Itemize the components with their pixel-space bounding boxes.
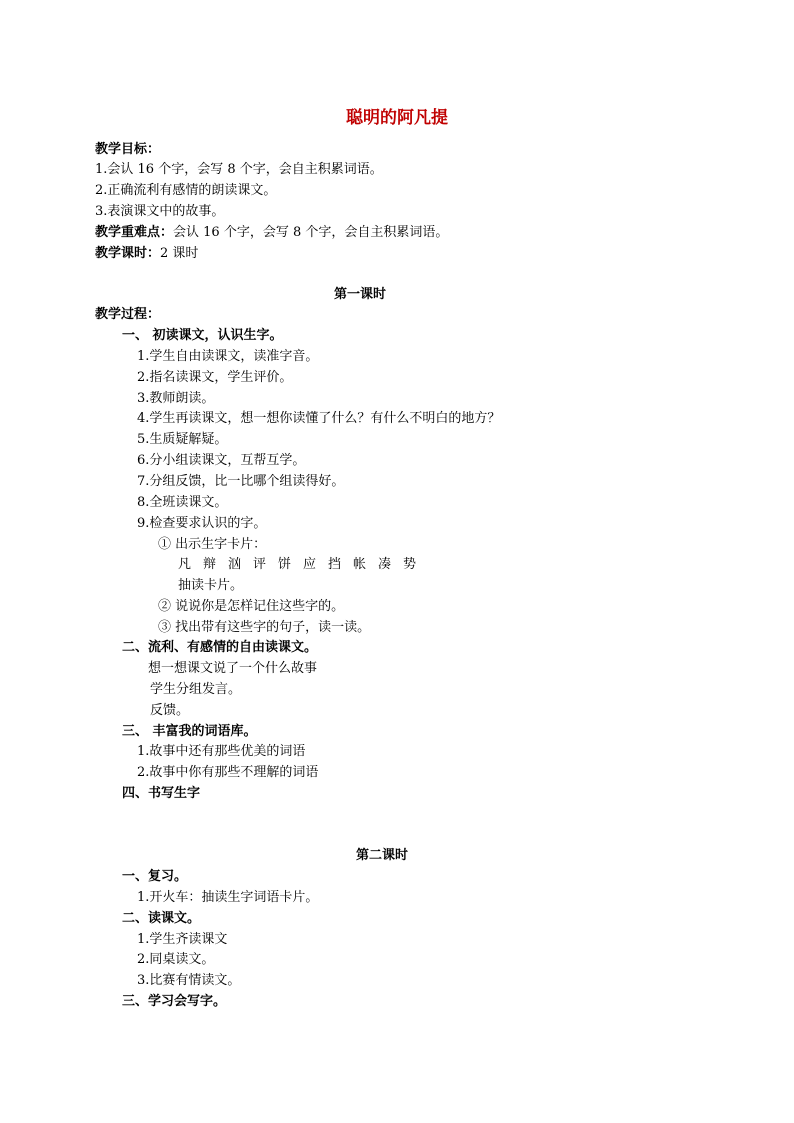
part-heading: 二、读课文。	[122, 911, 201, 926]
key-points-label: 教学重难点：	[95, 225, 174, 240]
document-title: 聪明的阿凡提	[346, 108, 448, 128]
objectives-label-text: 教学目标：	[95, 142, 161, 157]
character-card: 凡	[178, 557, 192, 572]
sub-item: ③ 找出带有这些字的句子，读一读。	[158, 620, 371, 635]
character-card: 帐	[353, 557, 367, 572]
teaching-hours-text: 2 课时	[160, 246, 199, 261]
step-item: 6.分小组读课文，互帮互学。	[137, 453, 306, 468]
step-item: 9.检查要求认识的字。	[137, 516, 267, 531]
character-card: 应	[303, 557, 317, 572]
sub-item: ① 出示生字卡片：	[158, 537, 267, 552]
sub-item: 抽读卡片。	[178, 578, 244, 593]
step-item: 5.生质疑解疑。	[137, 432, 228, 447]
process-label: 教学过程：	[95, 307, 161, 322]
teaching-hours	[95, 244, 198, 264]
part-heading: 三、学习会写字。	[122, 994, 227, 1009]
part-heading: 三、 丰富我的词语库。	[122, 724, 257, 739]
part-line: 反馈。	[150, 703, 190, 718]
step-item: 4.学生再读课文，想一想你读懂了什么？有什么不明白的地方？	[137, 411, 501, 426]
key-points-text: 会认 16 个字，会写 8 个字，会自主积累词语。	[173, 225, 449, 240]
lesson2-heading: 第二课时	[355, 848, 408, 863]
part-heading: 一、 初读课文，认识生字。	[122, 328, 283, 343]
step-item: 2.指名读课文，学生评价。	[137, 370, 293, 385]
objective-item: 3.表演课文中的故事。	[95, 204, 225, 219]
step-item: 1.学生自由读课文，读准字音。	[137, 349, 319, 364]
character-cards	[178, 555, 428, 575]
part-line: 学生分组发言。	[150, 682, 242, 697]
step-item: 3.比赛有情读文。	[137, 973, 241, 988]
step-item: 1.学生齐读课文	[137, 932, 228, 947]
teaching-hours-label: 教学课时：	[95, 246, 161, 261]
step-item: 2.故事中你有那些不理解的词语	[137, 765, 319, 780]
character-card: 汹	[228, 557, 242, 572]
character-card: 势	[403, 557, 417, 572]
character-card: 饼	[278, 557, 292, 572]
step-item: 7.分组反馈，比一比哪个组读得好。	[137, 474, 345, 489]
objective-item: 2.正确流利有感情的朗读课文。	[95, 183, 277, 198]
lesson1-heading: 第一课时	[333, 287, 386, 302]
part-heading: 四、书写生字	[122, 786, 201, 801]
step-item: 8.全班读课文。	[137, 495, 228, 510]
character-card: 评	[253, 557, 267, 572]
character-card: 挡	[328, 557, 342, 572]
sub-item: ② 说说你是怎样记住这些字的。	[158, 599, 345, 614]
part-line: 想一想课文说了一个什么故事	[148, 661, 318, 676]
part-heading: 二、流利、有感情的自由读课文。	[122, 640, 318, 655]
objectives-label	[95, 140, 160, 160]
character-card: 辩	[203, 557, 217, 572]
character-card: 凑	[378, 557, 392, 572]
step-item: 2.同桌读文。	[137, 952, 215, 967]
part-heading: 一、复习。	[122, 869, 188, 884]
step-item: 1.开火车：抽读生字词语卡片。	[137, 890, 319, 905]
key-points	[95, 223, 448, 243]
step-item: 1.故事中还有那些优美的词语	[137, 744, 306, 759]
objective-item: 1.会认 16 个字，会写 8 个字，会自主积累词语。	[95, 162, 383, 177]
step-item: 3.教师朗读。	[137, 391, 215, 406]
